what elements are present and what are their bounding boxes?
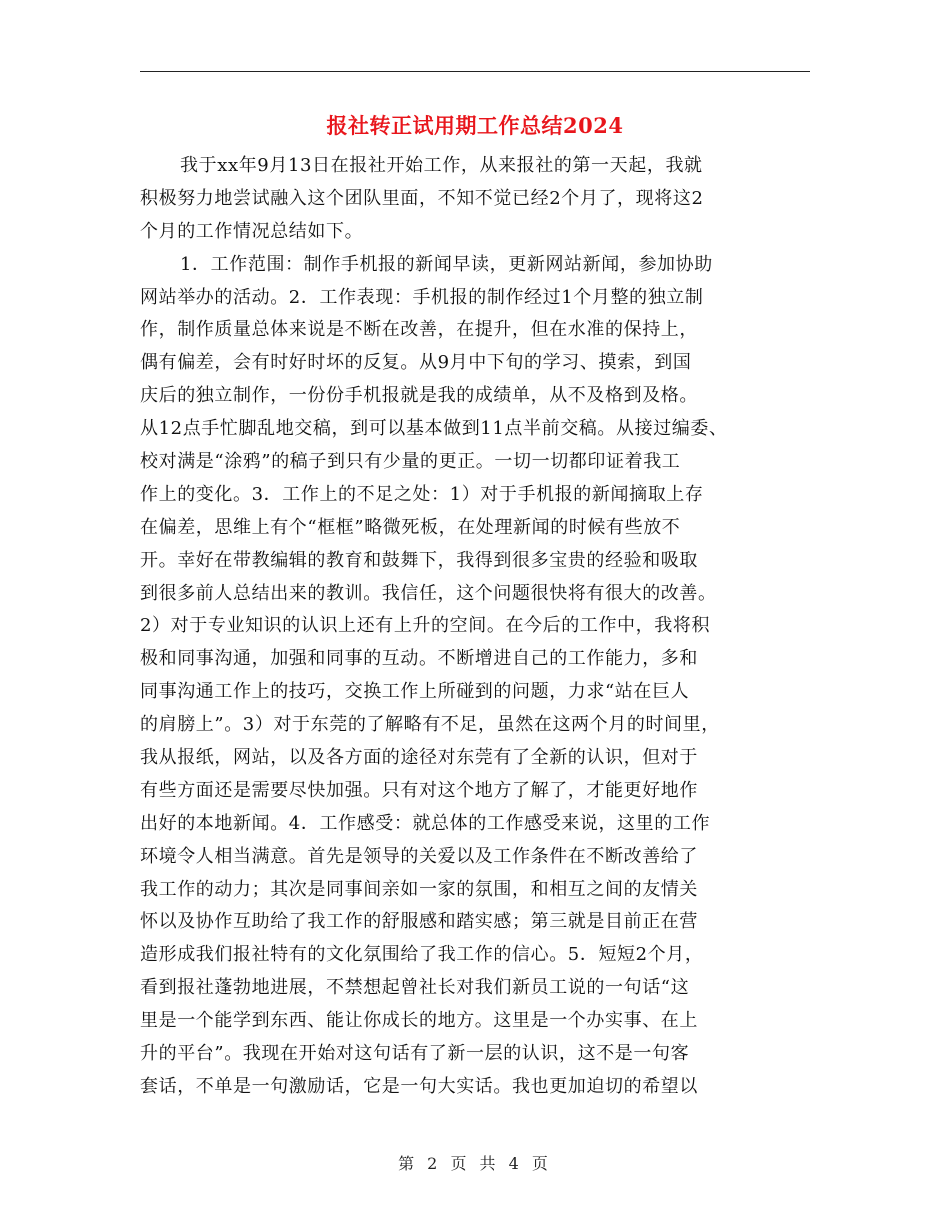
- body-line: 升的平台”。我现在开始对这句话有了新一层的认识，这不是一句客: [140, 1043, 690, 1065]
- body-line: 的肩膀上”。3）对于东莞的了解略有不足，虽然在这两个月的时间里，: [140, 714, 720, 736]
- body-line: 在偏差，思维上有个“框框”略微死板，在处理新闻的时候有些放不: [140, 516, 681, 538]
- body-line: 作上的变化。3．工作上的不足之处：1）对于手机报的新闻摘取上存: [140, 483, 704, 505]
- body-line: 开。幸好在带教编辑的教育和鼓舞下，我得到很多宝贵的经验和吸取: [140, 549, 698, 571]
- body-line: 我工作的动力；其次是同事间亲如一家的氛围，和相互之间的友情关: [140, 878, 698, 900]
- body-line: 积极努力地尝试融入这个团队里面，不知不觉已经2个月了，现将这2: [140, 187, 704, 209]
- body-line: 有些方面还是需要尽快加强。只有对这个地方了解了，才能更好地作: [140, 779, 698, 801]
- body-line: 个月的工作情况总结如下。: [140, 220, 364, 242]
- document-title: 报社转正试用期工作总结2024: [326, 113, 624, 138]
- body-line: 极和同事沟通，加强和同事的互动。不断增进自己的工作能力，多和: [140, 648, 698, 670]
- body-line: 造形成我们报社特有的文化氛围给了我工作的信心。5．短短2个月，: [140, 944, 704, 966]
- body-line: 套话，不单是一句激励话，它是一句大实话。我也更加迫切的希望以: [140, 1075, 698, 1097]
- body-line: 里是一个能学到东西、能让你成长的地方。这里是一个办实事、在上: [140, 1010, 698, 1032]
- body-line: 到很多前人总结出来的教训。我信任，这个问题很快将有很大的改善。: [140, 582, 717, 604]
- body-line: 出好的本地新闻。4．工作感受：就总体的工作感受来说，这里的工作: [140, 812, 711, 834]
- header-rule: [140, 71, 810, 72]
- page-footer: 第 2 页 共 4 页: [398, 1154, 552, 1173]
- body-line: 网站举办的活动。2．工作表现：手机报的制作经过1个月整的独立制: [140, 286, 704, 308]
- body-line: 作，制作质量总体来说是不断在改善，在提升，但在水准的保持上，: [140, 319, 698, 341]
- body-line: 我从报纸，网站，以及各方面的途径对东莞有了全新的认识，但对于: [140, 747, 698, 769]
- body-line: 看到报社蓬勃地进展，不禁想起曾社长对我们新员工说的一句话“这: [140, 977, 690, 999]
- body-line: 校对满是“涂鸦”的稿子到只有少量的更正。一切一切都印证着我工: [140, 451, 681, 473]
- body-line: 从12点手忙脚乱地交稿，到可以基本做到11点半前交稿。从接过编委、: [140, 418, 728, 440]
- body-line: 怀以及协作互助给了我工作的舒服感和踏实感；第三就是目前正在营: [140, 911, 698, 933]
- body-line: 偶有偏差，会有时好时坏的反复。从9月中下旬的学习、摸索，到国: [140, 352, 692, 374]
- body-line: 1．工作范围：制作手机报的新闻早读，更新网站新闻，参加协助: [180, 253, 713, 275]
- body-line: 2）对于专业知识的认识上还有上升的空间。在今后的工作中，我将积: [140, 615, 711, 637]
- body-line: 环境令人相当满意。首先是领导的关爱以及工作条件在不断改善给了: [140, 845, 698, 867]
- body-line: 庆后的独立制作，一份份手机报就是我的成绩单，从不及格到及格。: [140, 385, 698, 407]
- body-line: 我于xx年9月13日在报社开始工作，从来报社的第一天起，我就: [180, 155, 703, 176]
- body-line: 同事沟通工作上的技巧，交换工作上所碰到的问题，力求“站在巨人: [140, 681, 690, 703]
- document-body: [140, 150, 820, 1104]
